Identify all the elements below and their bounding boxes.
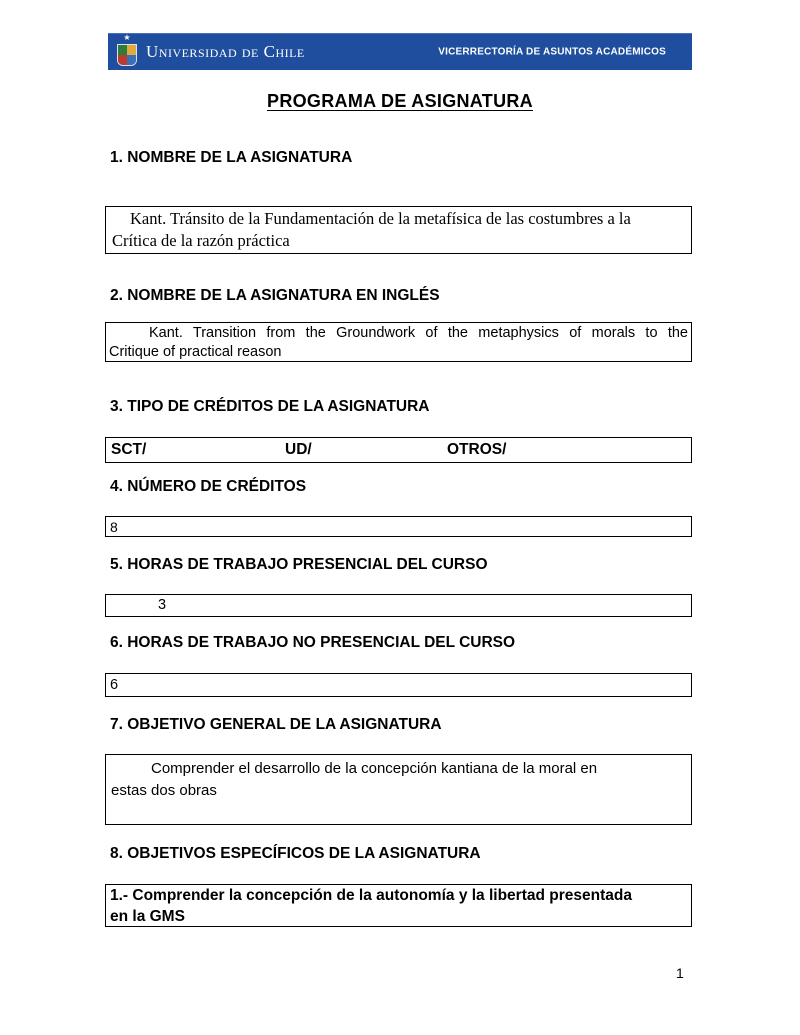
credit-type-sct-label: SCT/ bbox=[111, 441, 147, 458]
section-heading-3: 3. TIPO DE CRÉDITOS DE LA ASIGNATURA bbox=[110, 398, 430, 415]
field-text-line: estas dos obras bbox=[111, 782, 217, 799]
field-text-line: Critique of practical reason bbox=[109, 343, 282, 360]
page-number: 1 bbox=[676, 965, 684, 981]
field-nombre-asignatura[interactable] bbox=[105, 206, 692, 254]
field-text-line: 8 bbox=[110, 519, 118, 535]
field-nombre-ingles[interactable] bbox=[105, 322, 692, 362]
field-text-line: 6 bbox=[110, 677, 119, 693]
field-text-line: Comprender el desarrollo de la concepción kantiana de la moral en bbox=[151, 760, 598, 777]
section-heading-8: 8. OBJETIVOS ESPECÍFICOS DE LA ASIGNATURA bbox=[110, 845, 481, 862]
credit-type-otros-label: OTROS/ bbox=[447, 441, 507, 458]
field-text-line: en la GMS bbox=[110, 907, 185, 925]
universidad-de-chile-logo bbox=[117, 33, 137, 67]
field-text-line: Crítica de la razón práctica bbox=[112, 231, 290, 250]
credit-type-ud-label: UD/ bbox=[285, 441, 312, 458]
field-objetivos-especificos[interactable] bbox=[105, 884, 692, 927]
field-horas-presencial[interactable] bbox=[105, 594, 692, 617]
field-objetivo-general[interactable] bbox=[105, 754, 692, 825]
field-text-line: 3 bbox=[158, 597, 167, 613]
section-heading-6: 6. HORAS DE TRABAJO NO PRESENCIAL DEL CURSO bbox=[110, 634, 516, 651]
header-banner bbox=[108, 33, 692, 70]
field-text-line: 1.- Comprender la concepción de la autonomía y la libertad presentada bbox=[110, 887, 632, 904]
section-heading-4: 4. NÚMERO DE CRÉDITOS bbox=[110, 478, 307, 495]
section-heading-2: 2. NOMBRE DE LA ASIGNATURA EN INGLÉS bbox=[110, 287, 440, 304]
crest-shield-icon bbox=[117, 44, 137, 66]
field-tipo-creditos[interactable] bbox=[105, 437, 692, 463]
star-icon: ★ bbox=[123, 33, 131, 42]
section-heading-7: 7. OBJETIVO GENERAL DE LA ASIGNATURA bbox=[110, 716, 442, 733]
page-title: PROGRAMA DE ASIGNATURA bbox=[267, 91, 533, 111]
section-heading-5: 5. HORAS DE TRABAJO PRESENCIAL DEL CURSO bbox=[110, 556, 488, 573]
university-name: Universidad de Chile bbox=[146, 42, 305, 61]
field-text-line: Kant. Tránsito de la Fundamentación de la metafísica de las costumbres a la bbox=[130, 209, 631, 228]
section-heading-1: 1. NOMBRE DE LA ASIGNATURA bbox=[110, 149, 353, 166]
field-text-line: Kant. Transition from the Groundwork of the metaphysics of morals to the bbox=[149, 325, 688, 341]
field-numero-creditos[interactable] bbox=[105, 516, 692, 537]
department-name: VICERRECTORÍA DE ASUNTOS ACADÉMICOS bbox=[438, 46, 666, 58]
field-horas-no-presencial[interactable] bbox=[105, 673, 692, 697]
